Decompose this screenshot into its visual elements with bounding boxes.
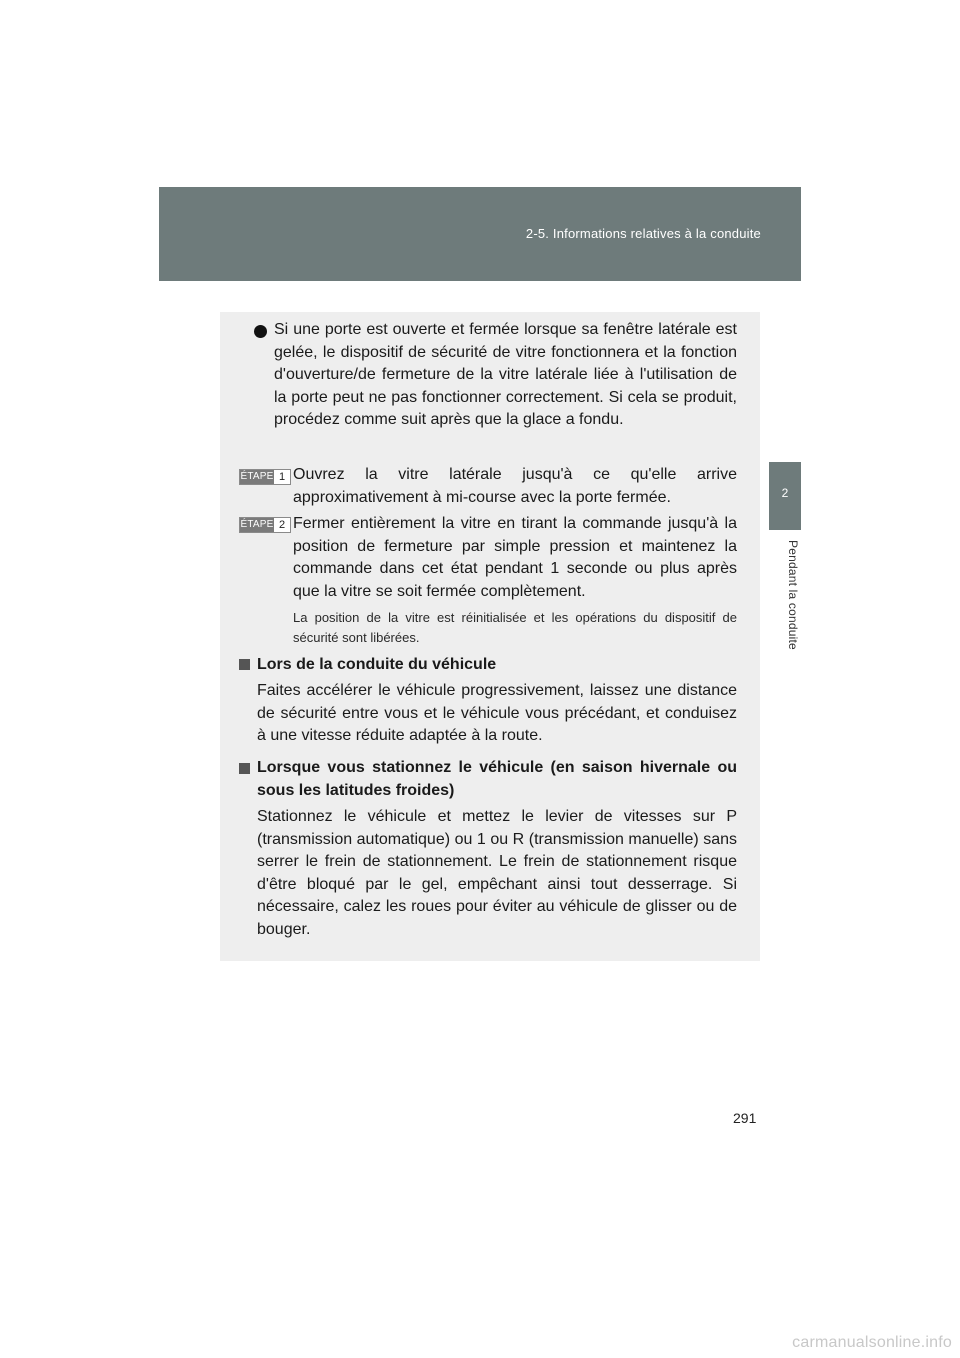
step-note: La position de la vitre est réinitialisée et les opérations du dispositif de sécurité sont libérées.: [293, 610, 737, 645]
bullet-dot-icon: [254, 325, 267, 338]
step-badge-number: 1: [278, 471, 286, 483]
chapter-label: Pendant la conduite: [786, 540, 800, 650]
section-heading-parking: Lorsque vous stationnez le véhicule (en saison hivernale ou sous les latitudes froides): [257, 759, 737, 799]
step-2-badge: [239, 517, 291, 533]
step-1-text: Ouvrez la vitre latérale jusqu'à ce qu'elle arrive approximativement à mi-course avec la porte fermée.: [293, 466, 737, 506]
section-square-icon: [239, 763, 250, 774]
step-badge-number: 2: [278, 519, 286, 531]
section-square-icon: [239, 659, 250, 670]
step-1-badge: [239, 469, 291, 485]
step-badge-word: ÉTAPE: [240, 471, 274, 482]
step-2-text: Fermer entièrement la vitre en tirant la commande jusqu'à la position de fermeture par simple pression et maintenez la commande dans cet état pendant 1 seconde ou plus après que la vitre se soit fermée complètement.: [293, 515, 737, 600]
chapter-number: 2: [781, 486, 789, 500]
bullet-paragraph: Si une porte est ouverte et fermée lorsque sa fenêtre latérale est gelée, le dispositif de sécurité de vitre fonctionnera et la fonction d'ouverture/de fermeture de la vitre latérale liée à l'utilisation de la porte peut ne pas fonctionner correctement. Si cela se produit, procédez comme suit après que la glace a fondu.: [274, 321, 737, 428]
header-band: [159, 187, 801, 281]
chapter-tab[interactable]: [769, 462, 801, 530]
content-box: [220, 312, 760, 961]
section-heading-driving: Lors de la conduite du véhicule: [257, 656, 497, 673]
watermark: carmanualsonline.info: [792, 1334, 952, 1351]
page-number: 291: [733, 1110, 757, 1126]
section-body-parking: Stationnez le véhicule et mettez le levier de vitesses sur P (transmission automatique) ou 1 ou R (transmission manuelle) sans serrer le frein de stationnement. Le frein de stationnement risque d'être bloqué par le gel, empêchant ainsi tout desserrage. Si nécessaire, calez les roues pour éviter au véhicule de glisser ou de bouger.: [257, 808, 737, 938]
step-badge-word: ÉTAPE: [240, 519, 274, 530]
section-body-driving: Faites accélérer le véhicule progressivement, laissez une distance de sécurité entre vous et le véhicule vous précédant, et conduisez à une vitesse réduite adaptée à la route.: [257, 682, 737, 744]
section-title: 2-5. Informations relatives à la conduite: [525, 226, 761, 241]
